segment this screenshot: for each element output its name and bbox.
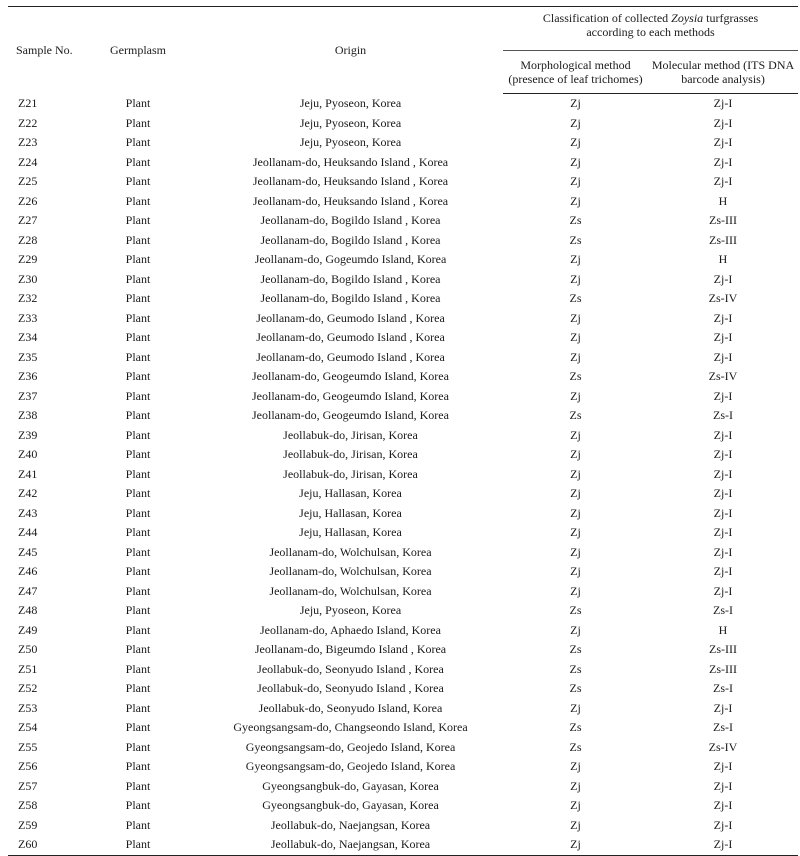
table-row (8, 406, 798, 426)
cell-origin: Jeollanam-do, Bogildo Island , Korea (260, 213, 441, 228)
cell-morphological: Zj (570, 622, 581, 637)
cell-sample-no: Z36 (18, 369, 38, 384)
cell-molecular: Zs-III (709, 213, 737, 228)
cell-germplasm: Plant (125, 798, 151, 813)
cell-molecular: Zj-I (713, 388, 733, 403)
cell-germplasm: Plant (125, 544, 151, 559)
header-sample-no: Sample No. (8, 7, 78, 94)
cell-germplasm: Plant (125, 408, 151, 423)
cell-sample-no: Z49 (18, 622, 38, 637)
header-mol-line1: Molecular method (ITS DNA (651, 58, 795, 72)
table-row (8, 348, 798, 368)
cell-molecular: Zs-I (713, 720, 733, 735)
cell-morphological: Zs (569, 291, 582, 306)
cell-germplasm: Plant (125, 583, 151, 598)
cell-origin: Jeju, Hallasan, Korea (299, 486, 402, 501)
cell-sample-no: Z42 (18, 486, 38, 501)
cell-molecular: Zs-I (713, 603, 733, 618)
cell-molecular: Zj-I (713, 759, 733, 774)
cell-germplasm: Plant (125, 505, 151, 520)
cell-origin: Jeollanam-do, Wolchulsan, Korea (269, 583, 432, 598)
cell-morphological: Zj (570, 427, 581, 442)
cell-molecular: Zj-I (713, 486, 733, 501)
cell-molecular: H (718, 622, 728, 637)
table-row (8, 426, 798, 446)
table-row (8, 699, 798, 719)
cell-origin: Jeollanam-do, Gogeumdo Island, Korea (254, 252, 447, 267)
cell-germplasm: Plant (125, 466, 151, 481)
cell-origin: Jeju, Pyoseon, Korea (299, 96, 402, 110)
cell-morphological: Zj (570, 349, 581, 364)
header-mol-line2: barcode analysis) (681, 72, 765, 86)
cell-morphological: Zj (570, 388, 581, 403)
cell-morphological: Zj (570, 193, 581, 208)
cell-origin: Gyeongsangsam-do, Changseondo Island, Korea (233, 720, 468, 735)
cell-morphological: Zj (570, 330, 581, 345)
cell-origin: Jeollanam-do, Bogildo Island , Korea (260, 271, 441, 286)
cell-morphological: Zs (569, 603, 582, 618)
cell-molecular: Zj-I (713, 135, 733, 150)
cell-germplasm: Plant (125, 525, 151, 540)
cell-molecular: Zj-I (713, 525, 733, 540)
cell-germplasm: Plant (125, 135, 151, 150)
cell-morphological: Zs (569, 408, 582, 423)
cell-sample-no: Z43 (18, 505, 38, 520)
cell-sample-no: Z54 (18, 720, 38, 735)
table-row (8, 114, 798, 134)
table-row (8, 231, 798, 251)
table-row (8, 582, 798, 602)
cell-germplasm: Plant (125, 349, 151, 364)
table-header (8, 7, 798, 94)
cell-germplasm: Plant (125, 447, 151, 462)
cell-origin: Jeollanam-do, Heuksando Island , Korea (252, 174, 449, 189)
header-molecular-method (648, 51, 798, 94)
cell-origin: Jeollanam-do, Wolchulsan, Korea (269, 544, 432, 559)
cell-origin: Jeollanam-do, Bigeumdo Island , Korea (254, 642, 447, 657)
cell-sample-no: Z35 (18, 349, 38, 364)
cell-molecular: Zs-III (709, 661, 737, 676)
table-body (8, 94, 798, 856)
cell-origin: Jeollanam-do, Heuksando Island , Korea (252, 154, 449, 169)
cell-sample-no: Z50 (18, 642, 38, 657)
cell-origin: Jeollanam-do, Bogildo Island , Korea (260, 291, 441, 306)
header-classification-post: turfgrasses (703, 11, 759, 25)
cell-origin: Gyeongsangbuk-do, Gayasan, Korea (262, 798, 439, 813)
table-row (8, 543, 798, 563)
cell-sample-no: Z39 (18, 427, 38, 442)
cell-origin: Jeollanam-do, Aphaedo Island, Korea (260, 622, 441, 637)
table-row (8, 445, 798, 465)
table-row (8, 94, 798, 114)
cell-germplasm: Plant (125, 681, 151, 696)
cell-sample-no: Z27 (18, 213, 38, 228)
cell-germplasm: Plant (125, 564, 151, 579)
cell-molecular: Zj-I (713, 174, 733, 189)
cell-sample-no: Z55 (18, 739, 38, 754)
cell-origin: Jeollabuk-do, Naejangsan, Korea (270, 817, 431, 832)
cell-sample-no: Z25 (18, 174, 38, 189)
table-row (8, 465, 798, 485)
cell-origin: Jeollabuk-do, Jirisan, Korea (283, 427, 418, 442)
cell-sample-no: Z30 (18, 271, 38, 286)
cell-sample-no: Z45 (18, 544, 38, 559)
header-classification-line2: according to each methods (586, 25, 715, 39)
table-row (8, 679, 798, 699)
table-row (8, 796, 798, 816)
cell-germplasm: Plant (125, 213, 151, 228)
cell-origin: Jeollabuk-do, Seonyudo Island, Korea (258, 700, 443, 715)
cell-morphological: Zs (569, 369, 582, 384)
cell-germplasm: Plant (125, 388, 151, 403)
cell-morphological: Zs (569, 232, 582, 247)
cell-sample-no: Z33 (18, 310, 38, 325)
cell-sample-no: Z47 (18, 583, 38, 598)
cell-origin: Jeollanam-do, Wolchulsan, Korea (269, 564, 432, 579)
cell-molecular: Zj-I (648, 835, 798, 855)
cell-germplasm: Plant (125, 291, 151, 306)
cell-molecular: Zj-I (713, 330, 733, 345)
cell-origin: Jeollanam-do, Geumodo Island , Korea (256, 310, 445, 325)
cell-germplasm: Plant (125, 486, 151, 501)
cell-morphological: Zj (570, 564, 581, 579)
header-germplasm: Germplasm (78, 7, 198, 94)
cell-origin: Jeju, Hallasan, Korea (299, 525, 402, 540)
cell-germplasm: Plant (78, 835, 198, 855)
table-row (8, 250, 798, 270)
cell-origin: Gyeongsangsam-do, Geojedo Island, Korea (245, 739, 456, 754)
header-origin: Origin (198, 7, 503, 94)
cell-molecular: Zj-I (713, 544, 733, 559)
cell-molecular: Zj-I (713, 583, 733, 598)
cell-sample-no: Z22 (18, 115, 38, 130)
table-row (8, 192, 798, 212)
cell-origin: Jeollanam-do, Bogildo Island , Korea (260, 232, 441, 247)
table-row (8, 367, 798, 387)
table-row (8, 562, 798, 582)
cell-molecular: Zs-III (709, 232, 737, 247)
cell-molecular: Zj-I (713, 466, 733, 481)
cell-germplasm: Plant (125, 427, 151, 442)
cell-molecular: Zj-I (713, 564, 733, 579)
cell-morphological: Zj (570, 174, 581, 189)
cell-morphological: Zj (570, 700, 581, 715)
cell-origin: Jeollabuk-do, Jirisan, Korea (283, 466, 418, 481)
cell-molecular: Zj-I (713, 817, 733, 832)
table-row (8, 504, 798, 524)
table-row (8, 289, 798, 309)
header-classification-genus: Zoysia (671, 11, 704, 25)
cell-sample-no: Z23 (18, 135, 38, 150)
cell-origin: Gyeongsangsam-do, Geojedo Island, Korea (245, 759, 456, 774)
cell-morphological: Zj (570, 96, 581, 111)
cell-morphological: Zj (570, 466, 581, 481)
cell-origin: Jeju, Hallasan, Korea (299, 505, 402, 520)
cell-morphological: Zj (570, 154, 581, 169)
cell-morphological: Zj (570, 135, 581, 150)
cell-germplasm: Plant (125, 310, 151, 325)
cell-morphological: Zs (569, 213, 582, 228)
table-row (8, 387, 798, 407)
cell-germplasm: Plant (125, 96, 151, 110)
cell-germplasm: Plant (125, 642, 151, 657)
cell-sample-no: Z51 (18, 661, 38, 676)
cell-morphological: Zj (570, 505, 581, 520)
table-row (8, 835, 798, 855)
cell-origin: Jeollabuk-do, Seonyudo Island , Korea (257, 681, 444, 696)
cell-germplasm: Plant (125, 739, 151, 754)
cell-germplasm: Plant (125, 271, 151, 286)
zoysia-classification-table (8, 6, 798, 856)
cell-sample-no: Z34 (18, 330, 38, 345)
cell-morphological: Zj (570, 115, 581, 130)
table-row (8, 309, 798, 329)
cell-sample-no: Z56 (18, 759, 38, 774)
cell-germplasm: Plant (125, 759, 151, 774)
cell-morphological: Zs (569, 739, 582, 754)
cell-sample-no: Z60 (8, 835, 78, 855)
cell-sample-no: Z41 (18, 466, 38, 481)
cell-origin: Jeollanam-do, Geumodo Island , Korea (256, 349, 445, 364)
cell-molecular: Zs-III (709, 642, 737, 657)
table-row (8, 777, 798, 797)
cell-origin: Jeju, Pyoseon, Korea (299, 603, 402, 618)
cell-germplasm: Plant (125, 174, 151, 189)
cell-molecular: Zj-I (713, 96, 733, 111)
cell-molecular: Zs-IV (708, 369, 738, 384)
cell-origin: Jeollanam-do, Geogeumdo Island, Korea (252, 388, 449, 403)
table-row (8, 172, 798, 192)
table-row (8, 133, 798, 153)
cell-origin: Jeollanam-do, Geumodo Island , Korea (256, 330, 445, 345)
header-morph-line1: Morphological method (520, 58, 631, 72)
cell-morphological: Zj (570, 525, 581, 540)
cell-origin: Gyeongsangbuk-do, Gayasan, Korea (262, 778, 439, 793)
cell-germplasm: Plant (125, 700, 151, 715)
table-row (8, 718, 798, 738)
cell-sample-no: Z58 (18, 798, 38, 813)
cell-molecular: Zj-I (713, 427, 733, 442)
cell-sample-no: Z40 (18, 447, 38, 462)
table-row (8, 816, 798, 836)
cell-sample-no: Z48 (18, 603, 38, 618)
cell-germplasm: Plant (125, 252, 151, 267)
cell-morphological: Zs (569, 642, 582, 657)
cell-sample-no: Z24 (18, 154, 38, 169)
cell-molecular: Zj-I (713, 447, 733, 462)
cell-morphological: Zj (570, 486, 581, 501)
cell-germplasm: Plant (125, 115, 151, 130)
table-row (8, 153, 798, 173)
cell-sample-no: Z44 (18, 525, 38, 540)
table-row (8, 484, 798, 504)
table-row (8, 757, 798, 777)
cell-morphological: Zj (570, 759, 581, 774)
header-classification-pre: Classification of collected (542, 11, 672, 25)
cell-morphological: Zj (570, 583, 581, 598)
cell-germplasm: Plant (125, 603, 151, 618)
table-row (8, 523, 798, 543)
cell-morphological: Zj (570, 252, 581, 267)
cell-molecular: Zj-I (713, 505, 733, 520)
cell-morphological: Zj (570, 817, 581, 832)
cell-sample-no: Z46 (18, 564, 38, 579)
cell-molecular: Zj-I (713, 778, 733, 793)
cell-molecular: Zj-I (713, 115, 733, 130)
cell-morphological: Zj (570, 447, 581, 462)
cell-germplasm: Plant (125, 720, 151, 735)
cell-sample-no: Z32 (18, 291, 38, 306)
table-row (8, 660, 798, 680)
cell-molecular: Zj-I (713, 271, 733, 286)
cell-sample-no: Z26 (18, 193, 38, 208)
cell-sample-no: Z57 (18, 778, 38, 793)
table-row (8, 738, 798, 758)
table-row (8, 270, 798, 290)
cell-sample-no: Z59 (18, 817, 38, 832)
cell-germplasm: Plant (125, 193, 151, 208)
cell-germplasm: Plant (125, 661, 151, 676)
cell-molecular: Zj-I (713, 154, 733, 169)
header-morphological-method (503, 51, 648, 94)
cell-germplasm: Plant (125, 330, 151, 345)
cell-origin: Jeollabuk-do, Jirisan, Korea (283, 447, 418, 462)
cell-germplasm: Plant (125, 622, 151, 637)
cell-sample-no: Z38 (18, 408, 38, 423)
cell-sample-no: Z21 (18, 96, 38, 110)
header-morph-line2: (presence of leaf trichomes) (508, 72, 643, 86)
cell-origin: Jeollabuk-do, Seonyudo Island , Korea (257, 661, 444, 676)
cell-morphological: Zs (569, 681, 582, 696)
cell-germplasm: Plant (125, 369, 151, 384)
cell-morphological: Zj (570, 310, 581, 325)
table-row (8, 211, 798, 231)
cell-molecular: Zs-I (713, 408, 733, 423)
table-row (8, 621, 798, 641)
cell-morphological: Zs (569, 720, 582, 735)
cell-sample-no: Z37 (18, 388, 38, 403)
cell-origin: Jeollanam-do, Geogeumdo Island, Korea (252, 408, 449, 423)
cell-molecular: Zj-I (713, 310, 733, 325)
cell-morphological: Zj (570, 778, 581, 793)
cell-molecular: Zj-I (713, 700, 733, 715)
cell-origin: Jeollabuk-do, Naejangsan, Korea (198, 835, 503, 855)
cell-sample-no: Z29 (18, 252, 38, 267)
cell-molecular: Zs-IV (708, 739, 738, 754)
table-row (8, 601, 798, 621)
cell-molecular: Zj-I (713, 798, 733, 813)
cell-morphological: Zs (569, 661, 582, 676)
cell-germplasm: Plant (125, 778, 151, 793)
cell-sample-no: Z52 (18, 681, 38, 696)
cell-molecular: Zs-IV (708, 291, 738, 306)
cell-germplasm: Plant (125, 154, 151, 169)
cell-molecular: Zj-I (713, 349, 733, 364)
cell-molecular: Zs-I (713, 681, 733, 696)
cell-morphological: Zj (570, 271, 581, 286)
cell-origin: Jeju, Pyoseon, Korea (299, 115, 402, 130)
cell-origin: Jeju, Pyoseon, Korea (299, 135, 402, 150)
cell-origin: Jeollanam-do, Geogeumdo Island, Korea (252, 369, 449, 384)
cell-morphological: Zj (503, 835, 648, 855)
cell-morphological: Zj (570, 798, 581, 813)
cell-sample-no: Z28 (18, 232, 38, 247)
table-row (8, 640, 798, 660)
cell-germplasm: Plant (125, 232, 151, 247)
cell-sample-no: Z53 (18, 700, 38, 715)
header-classification (503, 7, 798, 51)
cell-morphological: Zj (570, 544, 581, 559)
table-row (8, 328, 798, 348)
cell-molecular: H (718, 252, 728, 267)
cell-origin: Jeollanam-do, Heuksando Island , Korea (252, 193, 449, 208)
cell-molecular: H (718, 193, 728, 208)
cell-germplasm: Plant (125, 817, 151, 832)
